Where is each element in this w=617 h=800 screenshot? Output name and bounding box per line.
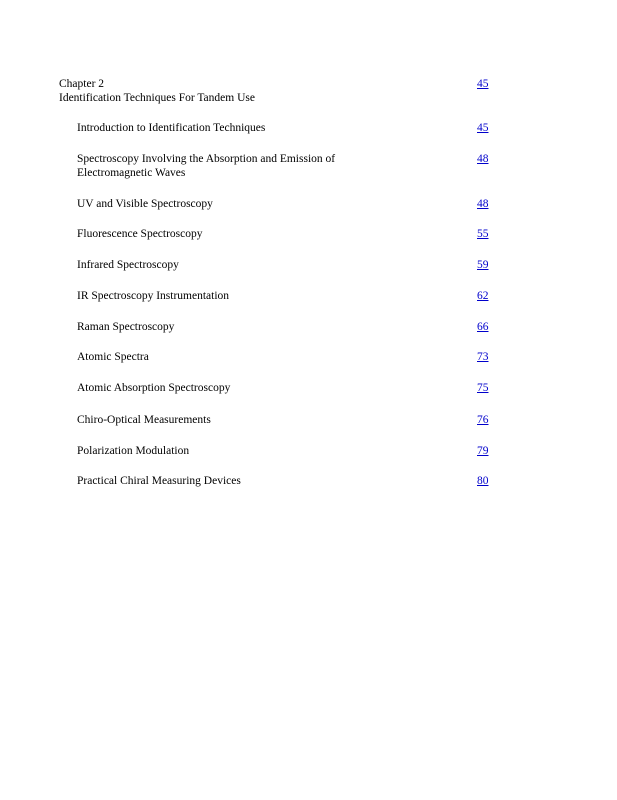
toc-page-link[interactable]: 59: [477, 259, 489, 271]
toc-page-link[interactable]: 66: [477, 321, 489, 333]
toc-entry-title: Introduction to Identification Techniques: [77, 122, 266, 134]
toc-entry-title: Chiro-Optical Measurements: [77, 414, 211, 426]
chapter-title: Identification Techniques For Tandem Use: [59, 92, 255, 104]
toc-page-link[interactable]: 55: [477, 228, 489, 240]
toc-page-link[interactable]: 80: [477, 475, 489, 487]
toc-page-link[interactable]: 73: [477, 351, 489, 363]
chapter-page-link[interactable]: 45: [477, 78, 489, 90]
toc-entry-title: Fluorescence Spectroscopy: [77, 228, 203, 240]
toc-page-link[interactable]: 76: [477, 414, 489, 426]
toc-page-link[interactable]: 48: [477, 153, 489, 165]
toc-entry-title: Polarization Modulation: [77, 445, 190, 457]
toc-page-link[interactable]: 48: [477, 198, 489, 210]
toc-page-link[interactable]: 75: [477, 382, 489, 394]
toc-page-link[interactable]: 45: [477, 122, 489, 134]
chapter-label: Chapter 2: [59, 78, 105, 90]
toc-entry-title: IR Spectroscopy Instrumentation: [77, 290, 230, 302]
toc-entry-title: Spectroscopy Involving the Absorption and Emission of Electromagnetic Waves: [77, 153, 336, 179]
toc-page-link[interactable]: 62: [477, 290, 489, 302]
toc-entry-title: UV and Visible Spectroscopy: [77, 198, 213, 210]
toc-entry-title: Atomic Spectra: [77, 351, 149, 363]
toc-entry-title: Atomic Absorption Spectroscopy: [77, 382, 231, 394]
toc-entry-title: Infrared Spectroscopy: [77, 259, 179, 271]
toc-entry-title: Raman Spectroscopy: [77, 321, 175, 333]
toc-page-link[interactable]: 79: [477, 445, 489, 457]
toc-entry-title: Practical Chiral Measuring Devices: [77, 475, 241, 487]
